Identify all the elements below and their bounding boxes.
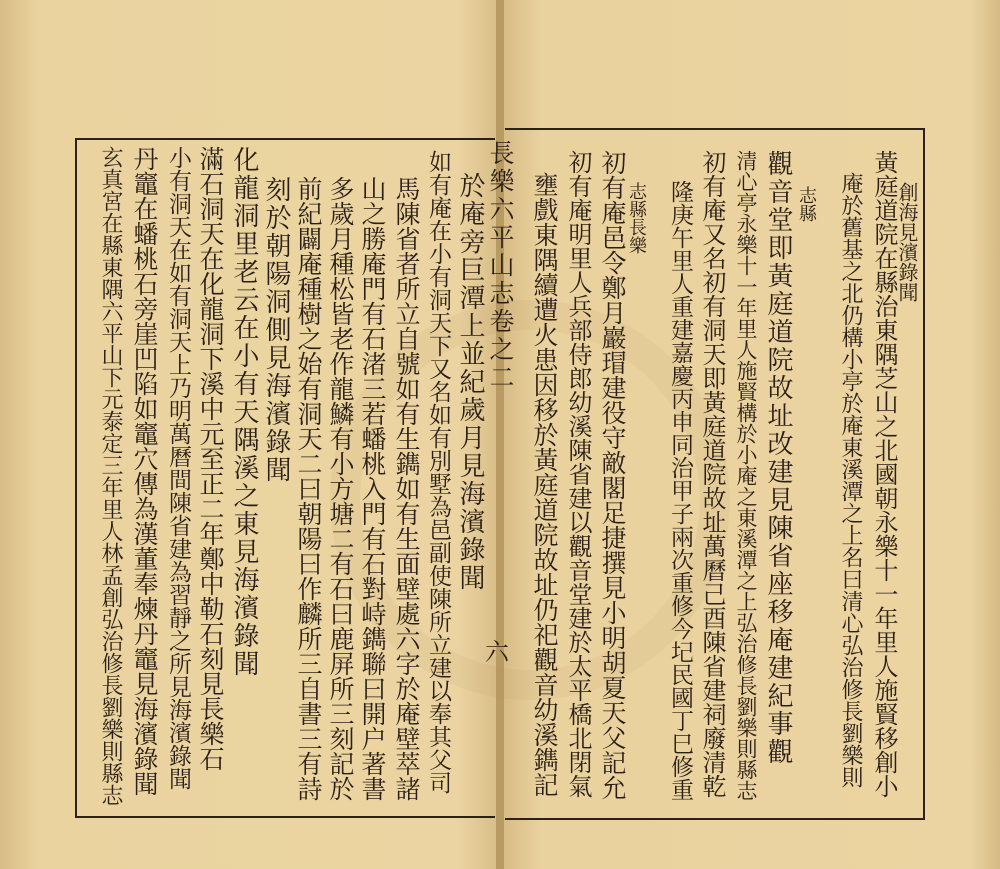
page-number: 六 [485, 638, 509, 666]
left-col-2: 如有庵在小有洞天下又名如有別墅為邑副使陳所立建以奉其父司 [425, 150, 451, 794]
right-col-4: 志縣 [796, 186, 817, 222]
left-col-4: 山之勝庵門有石渚三若蟠桃入門有石對峙鐫聯曰開户著書 [358, 176, 387, 801]
left-col-1: 於庵旁巨潭上並紀歲月見海濱錄聞 [455, 172, 485, 592]
left-col-5: 多歲月種松皆老作龍鱗有小方塘二有石曰鹿屏所三刻記於 [326, 176, 355, 801]
right-col-12: 壅戲東隅續遭火患因移於黃庭道院故址仍祀觀音幼溪鐫記 [530, 172, 559, 797]
left-col-9: 滿石洞天在化龍洞下溪中元至正二年鄭中勒石刻見長樂石 [196, 146, 225, 771]
right-col-10: 初有庵邑令鄭月巖瑁建役守敵閣足捷撰見小明胡夏天父記允 [598, 150, 627, 800]
right-col-11: 初有庵明里人兵部侍郎幼溪陳省建以觀音堂建於太平橋北閉氣 [564, 150, 592, 798]
right-col-6: 清心亭永樂十一年里人施賢構於小庵之東溪潭之上弘治修長劉樂則縣志 [734, 150, 758, 801]
left-col-6: 前紀闢庵種樹之始有洞天二曰朝陽曰作麟所三自書三有詩 [294, 176, 323, 801]
left-col-12: 玄真宮在縣東隅六平山下元泰定三年里人林孟創弘治修長劉樂則縣志 [98, 146, 123, 806]
left-col-11: 丹竈在蟠桃石旁崖凹陷如竈穴傳為漢董奉煉丹竈見海濱錄聞 [130, 146, 159, 796]
left-col-7: 刻於朝陽洞側見海濱錄聞 [261, 176, 291, 484]
right-col-2: 黃庭道院在縣治東隅芝山之北國朝永樂十一年里人施賢移創小 [870, 150, 898, 798]
right-col-9: 志縣長樂 [626, 182, 647, 254]
right-col-8: 隆庚午里人重建嘉慶丙申同治甲子兩次重修今圮民國丁巳修重 [667, 180, 693, 801]
right-col-1: 創海見濱錄聞 [895, 182, 919, 302]
right-col-7: 初有庵又名初有洞天即黃庭道院故址萬曆己酉陳省建祠廢清乾 [698, 150, 726, 798]
spine-title: 長樂六平山志卷之二 [486, 140, 515, 392]
left-col-8: 化龍洞里老云在小有天隅溪之東見海濱錄聞 [229, 146, 259, 678]
left-col-10: 小有洞天在如有洞天上乃明萬曆間陳省建為習靜之所見海濱錄聞 [165, 146, 191, 790]
right-col-5: 觀音堂即黃庭道院故址改建見陳省座移庵建紀事觀 [763, 150, 793, 766]
left-col-3: 馬陳省者所立自號如有生鐫如有生面壁處六字於庵壁萃諸 [392, 176, 421, 801]
right-col-3: 庵於舊基之北仍構小亭於庵東溪潭之上名曰清心弘治修長劉樂則 [838, 172, 863, 788]
